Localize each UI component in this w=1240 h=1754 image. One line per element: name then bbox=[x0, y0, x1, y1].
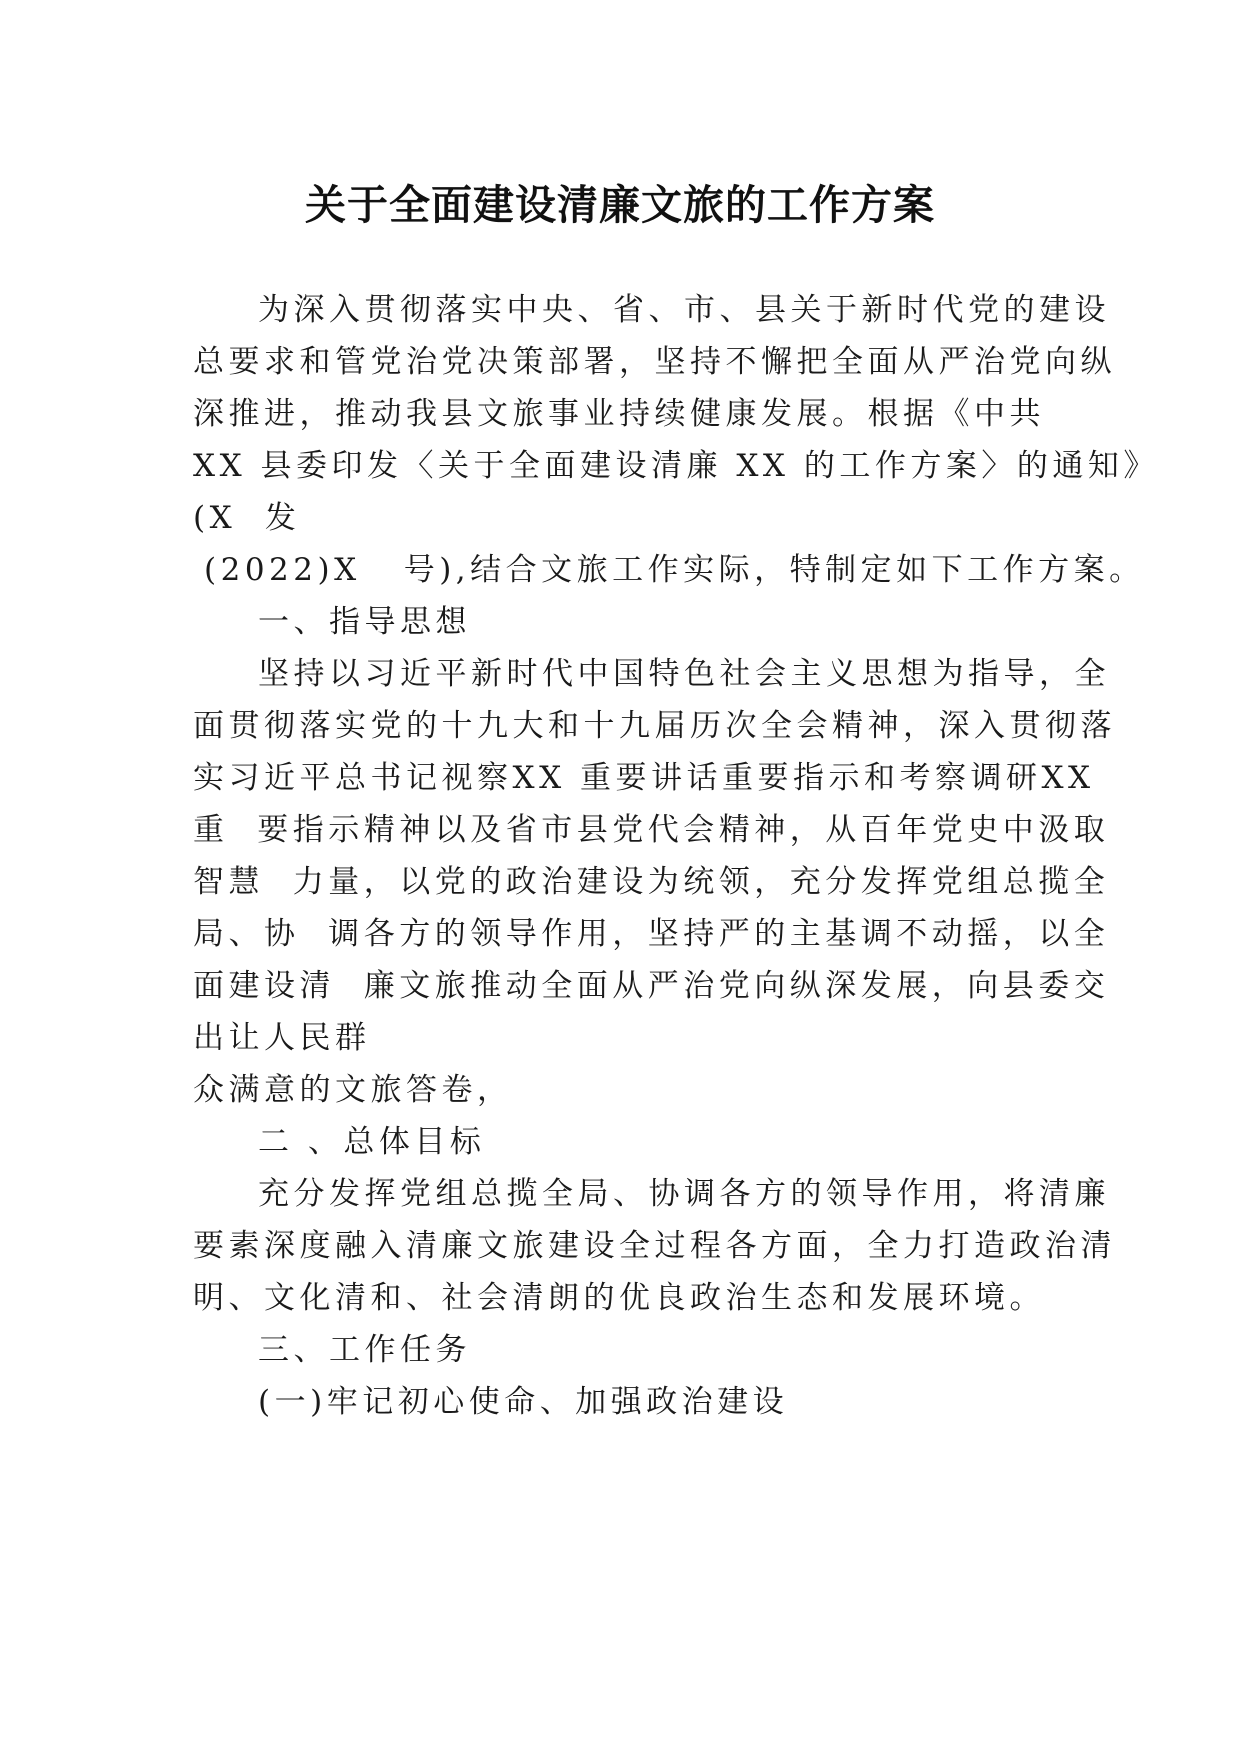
paragraph-line: 局、协 调各方的领导作用，坚持严的主基调不动摇，以全 bbox=[193, 916, 1110, 952]
paragraph-line: XX 县委印发〈关于全面建设清廉 XX 的工作方案〉的通知》 bbox=[193, 448, 1159, 484]
section-heading: 一、指导思想 bbox=[258, 604, 471, 640]
paragraph-line: 出让人民群 bbox=[193, 1020, 371, 1056]
subsection-heading: (一)牢记初心使命、加强政治建设 bbox=[258, 1384, 789, 1420]
paragraph-line: 实习近平总书记视察XX 重要讲话重要指示和考察调研XX bbox=[193, 760, 1095, 796]
paragraph-line: 要素深度融入清廉文旅建设全过程各方面，全力打造政治清 bbox=[193, 1228, 1116, 1264]
paragraph-line: 智慧 力量，以党的政治建设为统领，充分发挥党组总揽全 bbox=[193, 864, 1110, 900]
paragraph-line: 深推进，推动我县文旅事业持续健康发展。根据《中共 bbox=[193, 396, 1045, 432]
paragraph-line: 明、文化清和、社会清朗的优良政治生态和发展环境。 bbox=[193, 1280, 1045, 1316]
section-heading: 二 、总体目标 bbox=[258, 1124, 486, 1160]
paragraph-line: 众满意的文旅答卷， bbox=[193, 1072, 513, 1108]
paragraph-line: 充分发挥党组总揽全局、协调各方的领导作用，将清廉 bbox=[258, 1176, 1110, 1212]
paragraph-line: 坚持以习近平新时代中国特色社会主义思想为指导，全 bbox=[258, 656, 1110, 692]
paragraph-line: (2022)X 号),结合文旅工作实际，特制定如下工作方案。 bbox=[204, 552, 1145, 588]
paragraph-line: 为深入贯彻落实中央、省、市、县关于新时代党的建设 bbox=[258, 292, 1110, 328]
section-heading: 三、工作任务 bbox=[258, 1332, 471, 1368]
paragraph-line: (X 发 bbox=[193, 500, 301, 536]
paragraph-line: 面建设清 廉文旅推动全面从严治党向纵深发展，向县委交 bbox=[193, 968, 1110, 1004]
paragraph-line: 总要求和管党治党决策部署，坚持不懈把全面从严治党向纵 bbox=[193, 344, 1116, 380]
paragraph-line: 面贯彻落实党的十九大和十九届历次全会精神，深入贯彻落 bbox=[193, 708, 1116, 744]
paragraph-line: 重 要指示精神以及省市县党代会精神，从百年党史中汲取 bbox=[193, 812, 1110, 848]
document-title: 关于全面建设清廉文旅的工作方案 bbox=[305, 181, 935, 229]
